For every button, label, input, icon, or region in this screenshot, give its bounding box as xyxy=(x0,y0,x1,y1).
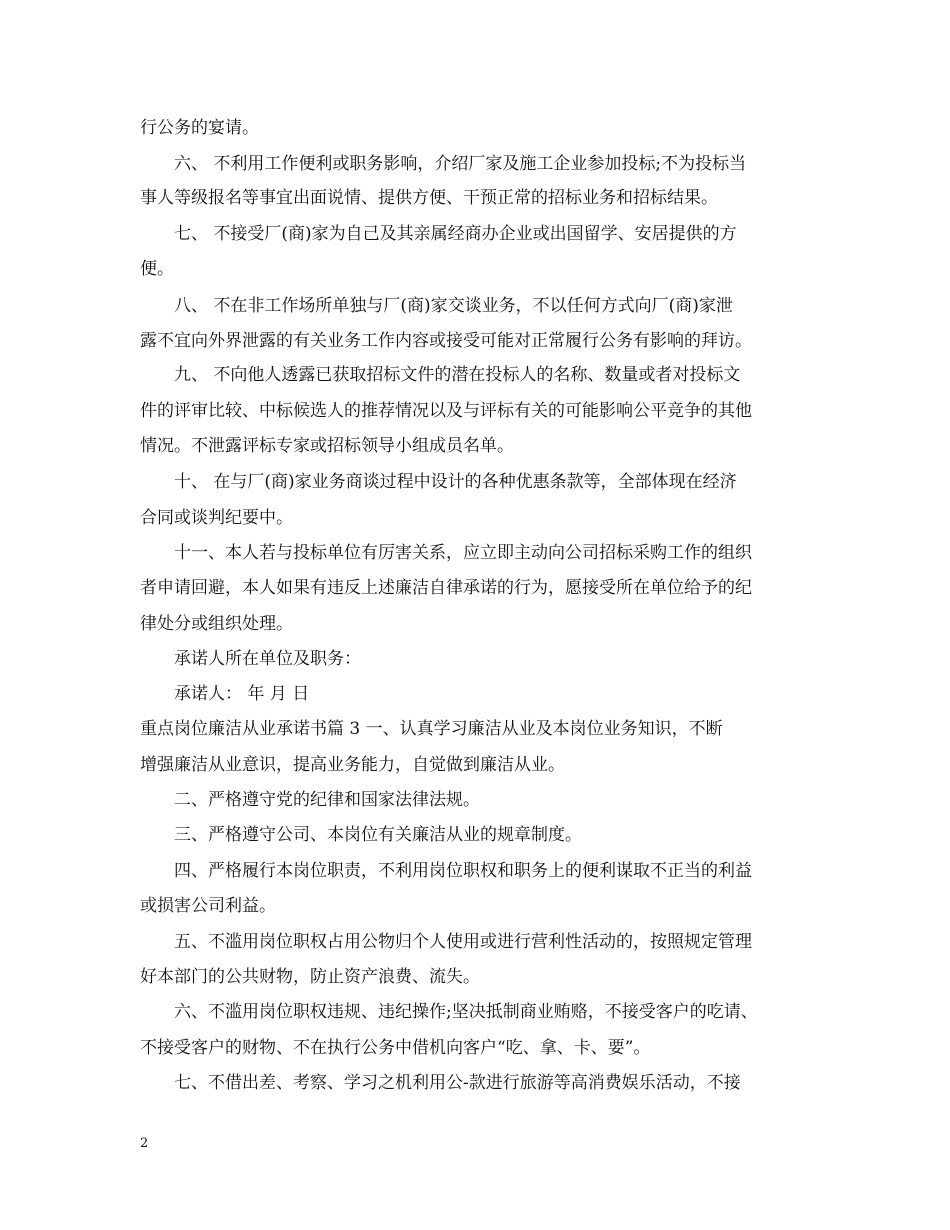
text-line: 七、 不接受厂(商)家为自己及其亲属经商办企业或出国留学、安居提供的方 xyxy=(174,224,737,244)
text-line: 十、 在与厂(商)家业务商谈过程中设计的各种优惠条款等，全部体现在经济 xyxy=(174,472,737,492)
text-line: 增强廉洁从业意识，提高业务能力，自觉做到廉洁从业。 xyxy=(140,755,565,775)
text-line: 九、 不向他人透露已获取招标文件的潜在投标人的名称、数量或者对投标文 xyxy=(174,365,741,385)
text-line: 二、严格遵守党的纪律和国家法律法规。 xyxy=(174,790,480,810)
text-line: 好本部门的公共财物，防止资产浪费、流失。 xyxy=(140,967,480,987)
text-line: 件的评审比较、中标候选人的推荐情况以及与评标有关的可能影响公平竞争的其他 xyxy=(140,401,752,421)
text-line: 便。 xyxy=(140,259,174,279)
page-number: 2 xyxy=(140,1136,149,1151)
text-line: 六、 不利用工作便利或职务影响，介绍厂家及施工企业参加投标;不为投标当 xyxy=(174,154,747,174)
section-heading-line: 重点岗位廉洁从业承诺书篇 3 一、认真学习廉洁从业及本岗位业务知识，不断 xyxy=(140,719,723,739)
text-line: 律处分或组织处理。 xyxy=(140,614,293,634)
text-line: 七、不借出差、考察、学习之机利用公-款进行旅游等高消费娱乐活动，不接 xyxy=(174,1073,741,1093)
text-line: 十一、本人若与投标单位有厉害关系，应立即主动向公司招标采购工作的组织 xyxy=(174,543,752,563)
text-line: 四、严格履行本岗位职责，不利用岗位职权和职务上的便利谋取不正当的利益 xyxy=(174,861,752,881)
text-line: 五、不滥用岗位职权占用公物归个人使用或进行营利性活动的，按照规定管理 xyxy=(174,932,752,952)
text-line: 承诺人所在单位及职务： xyxy=(174,649,361,669)
text-line: 合同或谈判纪要中。 xyxy=(140,508,293,528)
signature-line: 承诺人： 年 月 日 xyxy=(174,684,310,704)
text-line: 不接受客户的财物、不在执行公务中借机向客户“吃、拿、卡、要”。 xyxy=(140,1038,651,1058)
text-line: 露不宜向外界泄露的有关业务工作内容或接受可能对正常履行公务有影响的拜访。 xyxy=(140,331,752,351)
text-line: 八、 不在非工作场所单独与厂(商)家交谈业务，不以任何方式向厂(商)家泄 xyxy=(174,296,733,316)
text-line: 六、不滥用岗位职权违规、违纪操作;坚决抵制商业贿赂，不接受客户的吃请、 xyxy=(174,1002,758,1022)
text-line: 三、严格遵守公司、本岗位有关廉洁从业的规章制度。 xyxy=(174,825,582,845)
text-line: 行公务的宴请。 xyxy=(140,118,259,138)
text-line: 者申请回避，本人如果有违反上述廉洁自律承诺的行为，愿接受所在单位给予的纪 xyxy=(140,578,752,598)
text-line: 或损害公司利益。 xyxy=(140,896,276,916)
text-line: 事人等级报名等事宜出面说情、提供方便、干预正常的招标业务和招标结果。 xyxy=(140,188,718,208)
text-line: 情况。不泄露评标专家或招标领导小组成员名单。 xyxy=(140,436,514,456)
